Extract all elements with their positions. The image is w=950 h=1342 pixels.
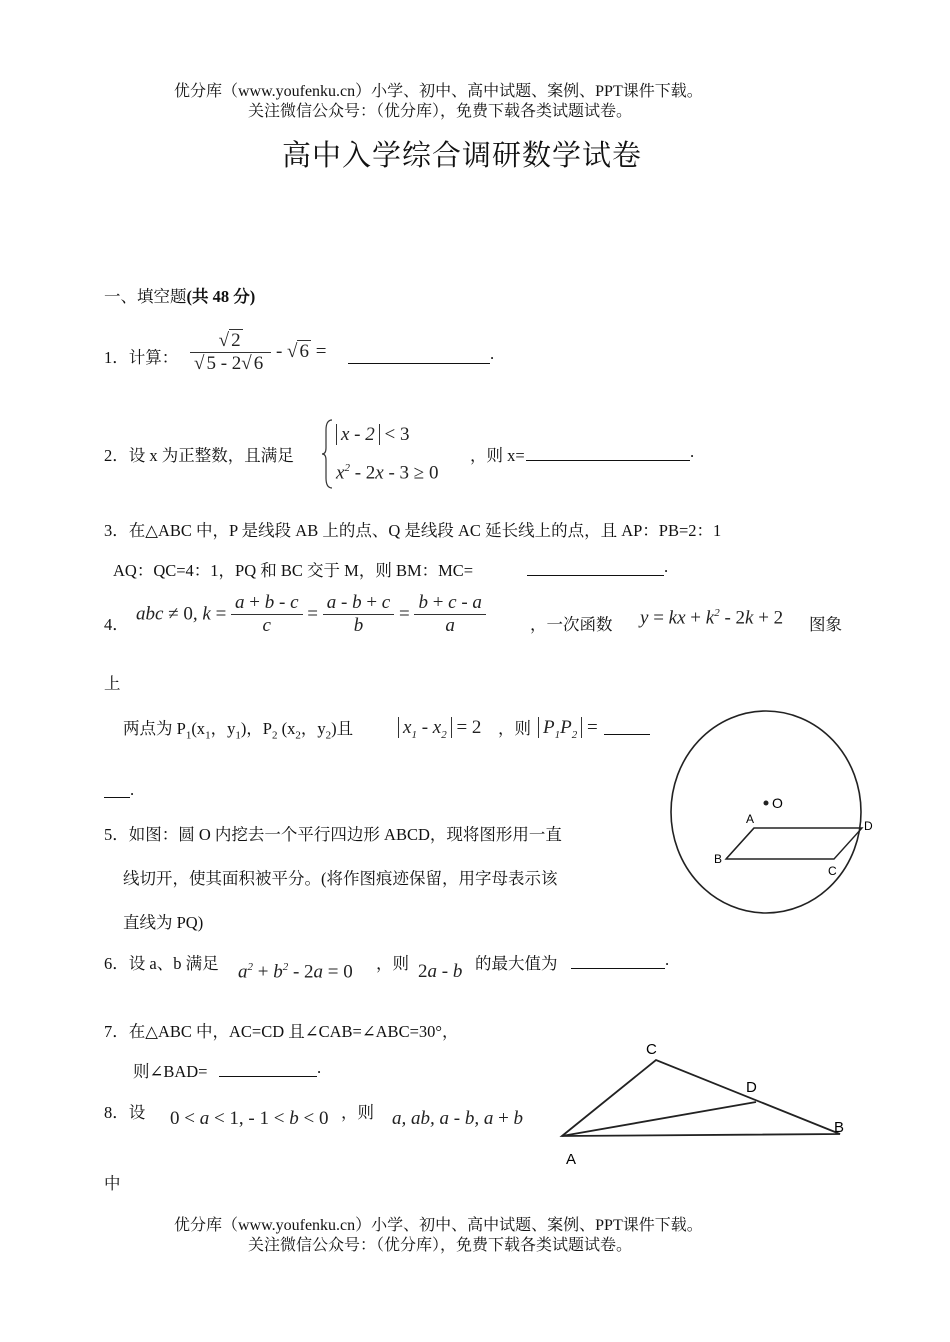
question-4-distance: $P_1P_2$ = <box>538 717 598 741</box>
question-8-middle: ，则 <box>341 1103 374 1122</box>
question-6-prefix: 6．设 a、b 满足 <box>104 954 219 973</box>
question-7-answer-blank[interactable] <box>219 1062 317 1077</box>
question-5-line-1: 5．如图：圆 O 内挖去一个平行四边形 ABCD，现将图形用一直 <box>104 825 562 844</box>
question-4-expression: abc ≠ 0, k = $\frac{a + b - c}{c}$ = $\frac{a - b + c}{b}$ = $\frac{b + c - a}{a}$ <box>136 592 486 637</box>
question-8-wrap: 中 <box>104 1174 121 1193</box>
label-a: A <box>746 812 755 826</box>
question-4-wrap: 上 <box>104 674 121 693</box>
question-4-middle: ，一次函数 <box>530 615 613 634</box>
label-d: D <box>746 1079 757 1096</box>
question-7-line-1: 7．在△ABC 中，AC=CD 且∠CAB=∠ABC=30°， <box>104 1022 459 1041</box>
question-1-prefix: 1．计算： <box>104 348 179 367</box>
question-4-answer-blank[interactable] <box>604 720 650 735</box>
section-heading: 一、填空题(共 48 分) <box>104 287 256 306</box>
center-o-point <box>764 801 769 806</box>
question-5-line-3: 直线为 PQ) <box>123 913 204 932</box>
header-line-2: 关注微信公众号：（优分库），免费下载各类试题试卷。 <box>248 103 633 120</box>
question-4-answer-blank-cont[interactable] <box>104 783 130 798</box>
question-3-end: . <box>664 557 669 576</box>
question-1-end: . <box>490 344 495 363</box>
question-7-line-2: 则∠BAD= <box>133 1062 208 1081</box>
label-b: B <box>834 1119 845 1136</box>
parallelogram-abcd <box>726 828 862 859</box>
question-2-brace <box>320 418 334 490</box>
question-3-line-2: AQ：QC=4：1，PQ 和 BC 交于 M，则 BM：MC= <box>113 561 474 580</box>
question-3-answer-blank[interactable] <box>527 561 664 576</box>
question-1-expression: $\frac{√ 2}{√ 5 - 2√ 6}$ - √ 6 = <box>190 330 326 375</box>
footer-line-1: 优分库（www.youfenku.cn）小学、初中、高中试题、案例、PPT课件下载。 <box>174 1217 703 1234</box>
question-6-middle: ，则 <box>376 954 409 973</box>
question-2-condition-1: x - 2 < 3 <box>336 424 409 446</box>
question-1-answer-blank[interactable] <box>348 349 490 364</box>
question-6-tail: 的最大值为 <box>475 954 558 973</box>
question-4-condition: $x_1 - x_2 = 2$ <box>398 717 481 741</box>
question-4-line-2: 两点为 $P_1(x_1$，$y_1$)，$P_2$ ($x_2$，$y_2$)且 <box>123 719 354 742</box>
circle-o <box>671 711 861 913</box>
question-7-end: . <box>317 1058 322 1077</box>
question-4-comma-ze: ，则 <box>498 719 531 738</box>
label-c: C <box>646 1041 657 1058</box>
question-5-line-2: 线切开，使其面积被平分。(将作图痕迹保留，用字母表示该 <box>123 869 558 888</box>
header-line-1: 优分库（www.youfenku.cn）小学、初中、高中试题、案例、PPT课件下载。 <box>174 83 703 100</box>
question-2-end: . <box>690 442 695 461</box>
question-8-prefix: 8．设 <box>104 1103 146 1122</box>
page-title: 高中入学综合调研数学试卷 <box>282 140 643 172</box>
question-8-condition: 0 < a < 1, - 1 < b < 0 <box>170 1108 329 1129</box>
figure-triangle-abc <box>548 1030 858 1175</box>
question-6-end: . <box>665 950 670 969</box>
question-4-end: . <box>130 780 135 799</box>
label-o: O <box>772 795 783 811</box>
question-4-prefix: 4． <box>104 615 129 634</box>
label-a: A <box>566 1151 577 1168</box>
question-6-condition: $a^2 + b^2 - 2a = 0$ <box>238 961 353 983</box>
question-2-prefix: 2．设 x 为正整数，且满足 <box>104 446 294 465</box>
question-4-tail: 图象 <box>809 615 842 634</box>
question-6-expression: 2a - b <box>418 961 463 982</box>
question-2-answer-blank[interactable] <box>526 446 690 461</box>
question-8-list: a, ab, a - b, a + b <box>392 1108 524 1129</box>
question-2-condition-2: $x^2 - 2x - 3 \ge 0$ <box>336 462 439 484</box>
footer-line-2: 关注微信公众号：（优分库），免费下载各类试题试卷。 <box>248 1237 633 1254</box>
question-3-line-1: 3．在△ABC 中，P 是线段 AB 上的点、Q 是线段 AC 延长线上的点，且 AP：PB=2：1 <box>104 521 722 540</box>
question-6-answer-blank[interactable] <box>571 954 665 969</box>
question-4-function: y = kx + $k^2 - 2k + 2$ <box>640 607 784 629</box>
label-b: B <box>714 852 723 866</box>
label-d: D <box>864 819 873 833</box>
triangle-abc <box>562 1060 840 1136</box>
figure-circle-parallelogram <box>668 705 873 917</box>
label-c: C <box>828 864 837 878</box>
segment-ad <box>562 1102 756 1136</box>
question-2-middle: ，则 x= <box>470 446 525 465</box>
